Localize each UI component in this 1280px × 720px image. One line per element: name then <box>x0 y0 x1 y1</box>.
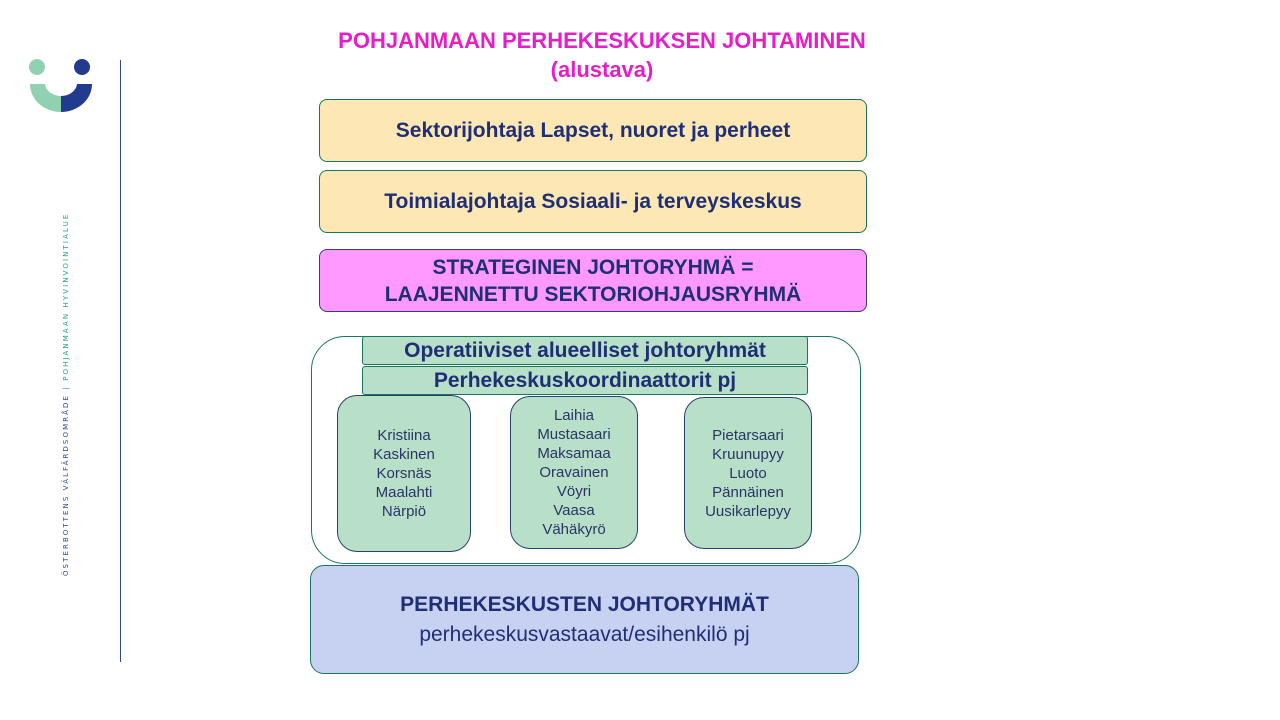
strategic-group-box <box>319 249 867 312</box>
sector-director-box <box>319 99 867 162</box>
strategic-group-line1: STRATEGINEN JOHTORYHMÄ = <box>432 255 754 279</box>
area-municipality: Maksamaa <box>537 445 611 462</box>
area-municipality: Kaskinen <box>373 446 435 463</box>
page-title <box>300 26 904 84</box>
sidebar-divider <box>120 60 121 662</box>
area-municipality: Laihia <box>553 407 595 424</box>
operational-groups-bar <box>362 336 808 365</box>
logo-green-smile <box>30 84 61 112</box>
area-municipality: Kruunupyy <box>712 445 784 463</box>
area-municipality: Oravainen <box>539 464 609 481</box>
area-municipality: Pietarsaari <box>712 426 784 444</box>
logo-green-dot <box>29 59 45 75</box>
operational-groups-label: Operatiiviset alueelliset johtoryhmät <box>404 338 766 362</box>
sector-director-label: Sektorijohtaja Lapset, nuoret ja perheet <box>395 118 791 142</box>
area-municipality: Luoto <box>729 464 767 482</box>
area-municipality: Uusikarlepyy <box>705 502 791 520</box>
logo-blue-smile <box>61 84 92 112</box>
family-center-groups-box <box>310 565 859 674</box>
org-name-finnish: POHJANMAAN HYVINVOINTIALUE <box>62 212 70 381</box>
organization-logo <box>26 56 96 116</box>
coordinators-label: Perhekeskuskoordinaattorit pj <box>433 368 737 392</box>
logo-blue-dot <box>74 59 90 75</box>
area-municipality: Maalahti <box>375 484 433 501</box>
page-title-subtitle: (alustava) <box>550 57 654 82</box>
division-director-box <box>319 170 867 233</box>
page-title-main: POHJANMAAN PERHEKESKUKSEN JOHTAMINEN <box>338 28 866 53</box>
area-municipality: Kristiina <box>377 427 431 444</box>
area-box-south <box>337 395 471 552</box>
org-name-swedish: ÖSTERBOTTENS VÄLFÄRDSOMRÅDE <box>62 393 70 576</box>
coordinators-bar <box>362 366 808 395</box>
org-name-separator: | <box>62 385 70 390</box>
family-center-groups-subtext: perhekeskusvastaavat/esihenkilö pj <box>419 622 750 646</box>
area-box-central <box>510 396 638 549</box>
area-municipality: Mustasaari <box>537 426 611 443</box>
area-municipality: Närpiö <box>381 503 427 520</box>
area-municipality: Korsnäs <box>376 465 432 482</box>
strategic-group-line2: LAAJENNETTU SEKTORIOHJAUSRYHMÄ <box>384 282 802 306</box>
area-municipality: Vaasa <box>553 502 595 519</box>
family-center-groups-heading: PERHEKESKUSTEN JOHTORYHMÄT <box>400 592 769 616</box>
area-box-north <box>684 397 812 549</box>
area-municipality: Vöyri <box>556 483 592 500</box>
division-director-label: Toimialajohtaja Sosiaali- ja terveyskeskus <box>384 189 802 213</box>
sidebar-organization-text <box>62 213 70 576</box>
area-municipality: Vähäkyrö <box>542 521 606 538</box>
area-municipality: Pännäinen <box>712 483 784 501</box>
